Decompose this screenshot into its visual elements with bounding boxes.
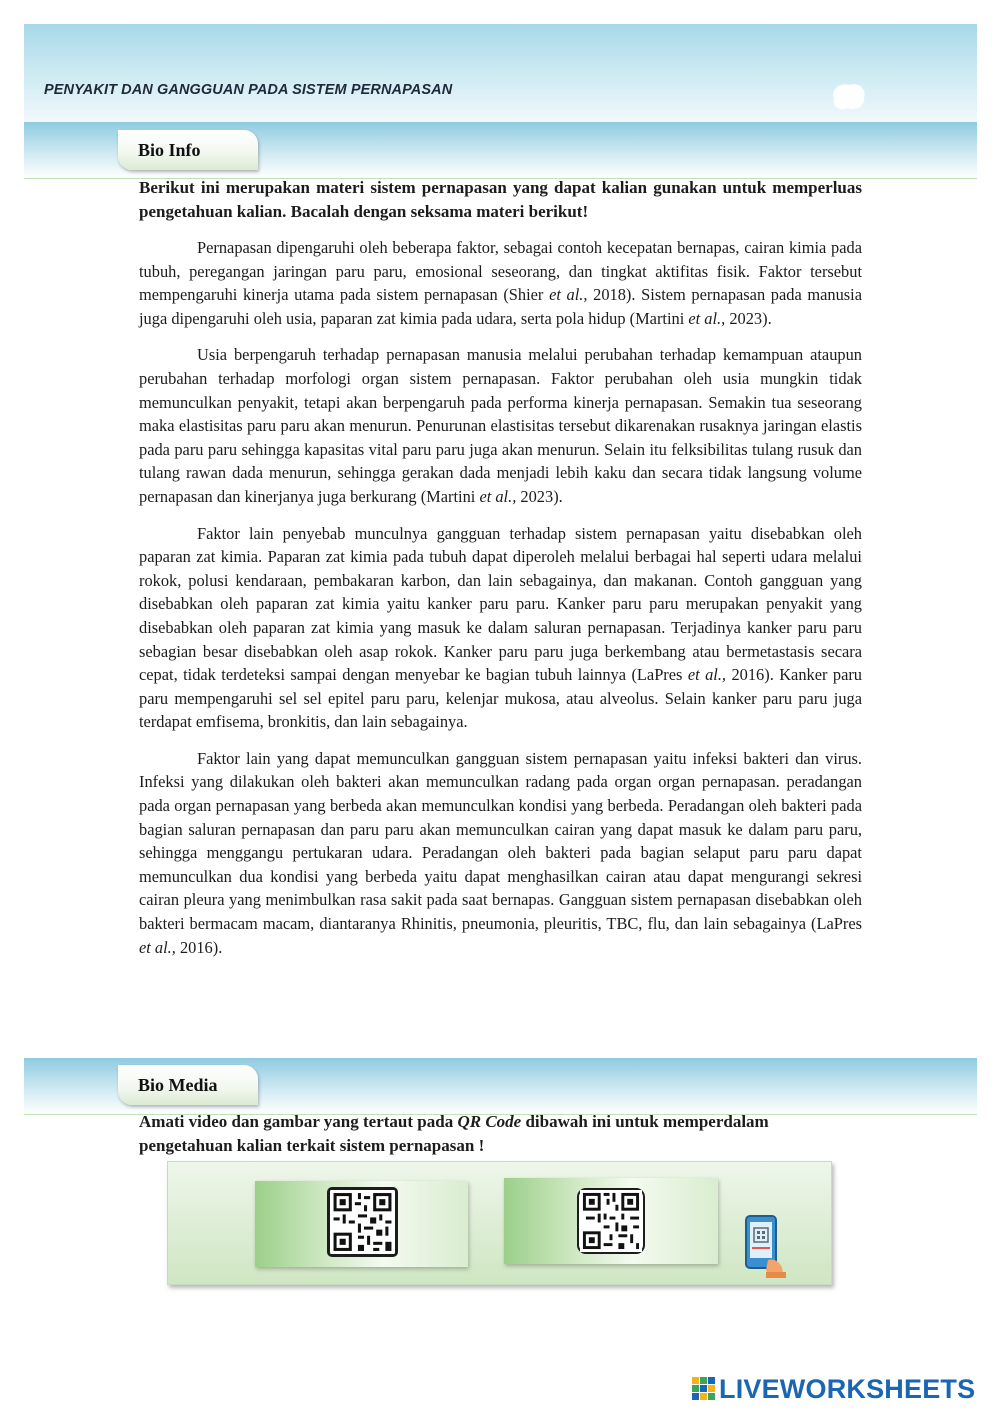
liveworksheets-mark-icon <box>692 1377 716 1401</box>
decorative-blob-icon <box>828 80 868 112</box>
qr-code-image-icon[interactable] <box>577 1188 645 1254</box>
bio-media-instruction: Amati video dan gambar yang tertaut pada QR Code dibawah ini untuk memperdalam pengetahuan kalian terkait sistem pernapasan ! <box>139 1112 769 1155</box>
page-title: PENYAKIT DAN GANGGUAN PADA SISTEM PERNAPASAN <box>44 82 453 98</box>
bio-info-tab: Bio Info <box>118 130 258 170</box>
liveworksheets-brand: LIVEWORKSHEETS <box>719 1374 976 1404</box>
paragraph-1: Pernapasan dipengaruhi oleh beberapa faktor, sebagai contoh kecepatan bernapas, cairan kimia pada tubuh, peregangan jaringan paru paru, emosional seseorang, dan tingkat aktifitas fisik. Faktor tersebut mempengaruhi kinerja utama pada sistem pernapasan (Shier et al., 2018). Sistem pernapasan pada manusia juga dipengaruhi oleh usia, paparan zat kimia pada udara, serta pola hidup (Martini et al., 2023). <box>139 238 863 328</box>
liveworksheets-logo <box>692 1374 975 1405</box>
bio-info-intro: Berikut ini merupakan materi sistem pernapasan yang dapat kalian gunakan untuk memperluas pengetahuan kalian. Bacalah dengan seksama materi berikut! <box>139 178 862 221</box>
bio-info-body <box>139 236 862 959</box>
qr-code-video-icon[interactable] <box>327 1187 398 1257</box>
phone-scan-icon <box>744 1214 788 1280</box>
bio-media-tab: Bio Media <box>118 1065 258 1105</box>
paragraph-2: Usia berpengaruh terhadap pernapasan manusia melalui perubahan terhadap kemampuan ataupun perubahan terhadap morfologi organ sistem pernapasan. Faktor perubahan oleh usia mungkin tidak memunculkan penyakit, tetapi akan berpengaruh pada performa kinerja pernapasan. Semakin tua seseorang maka elastisitas paru paru akan menurun. Penurunan elastisitas tersebut dikarenakan rusaknya jaringan elastis pada paru paru sehingga kapasitas vital paru paru juga akan menurun. Selain itu felksibilitas tulang rusuk dan tulang rawan dada menurun, sehingga gerakan dada menjadi lebih kaku dan secara tidak langsung volume pernapasan dan kinerjanya juga berkurang (Martini et al., 2023). <box>139 345 862 506</box>
paragraph-4: Faktor lain yang dapat memunculkan gangguan sistem pernapasan yaitu infeksi bakteri dan virus. Infeksi yang dilakukan oleh bakteri akan memunculkan radang pada organ organ pernapasan. peradangan pada organ pernapasan yang berbeda akan memunculkan kondisi yang berbeda. Peradangan oleh bakteri pada bagian saluran pernapasan dan paru paru akan memunculkan cairan yang dapat masuk ke dalam paru paru, sehingga menggangu pertukaran udara. Peradangan oleh bakteri pada bagian selaput paru paru dapat memunculkan dua kondisi yang berbeda yaitu dapat menghasilkan cairan atau dapat mengurangi sekresi cairan pleura yang menimbulkan rasa sakit pada saat bernapas. Gangguan sistem pernapasan disebabkan oleh bakteri bermacam macam, diantaranya Rhinitis, pneumonia, pleuritis, TBC, flu, dan lain sebagainya (LaPres et al., 2016). <box>139 748 862 957</box>
paragraph-3: Faktor lain penyebab munculnya gangguan terhadap sistem pernapasan yaitu disebabkan oleh paparan zat kimia. Paparan zat kimia pada tubuh dapat diperoleh melalui berbagai hal seperti udara melalui rokok, polusi kendaraan, pembakaran karbon, dan lain sebagainya, dan makanan. Contoh gangguan yang disebabkan oleh paparan zat kimia yaitu kanker paru paru. Kanker paru paru merupakan penyakit yang disebabkan oleh paparan zat kimia yang masuk ke dalam saluran pernapasan. Terjadinya kanker paru paru sebagian besar disebabkan oleh asap rokok. Kanker paru paru juga berkembang atau bermetastasis secara cepat, tidak terdeteksi sampai dengan menyebar ke bagian tubuh lainnya (LaPres et al., 2016). Kanker paru paru mempengaruhi sel sel epitel paru paru, kelenjar mukosa, atau alveolus. Selain kanker paru paru juga terdapat emfisema, bronkitis, dan lain sebagainya. <box>139 523 862 732</box>
